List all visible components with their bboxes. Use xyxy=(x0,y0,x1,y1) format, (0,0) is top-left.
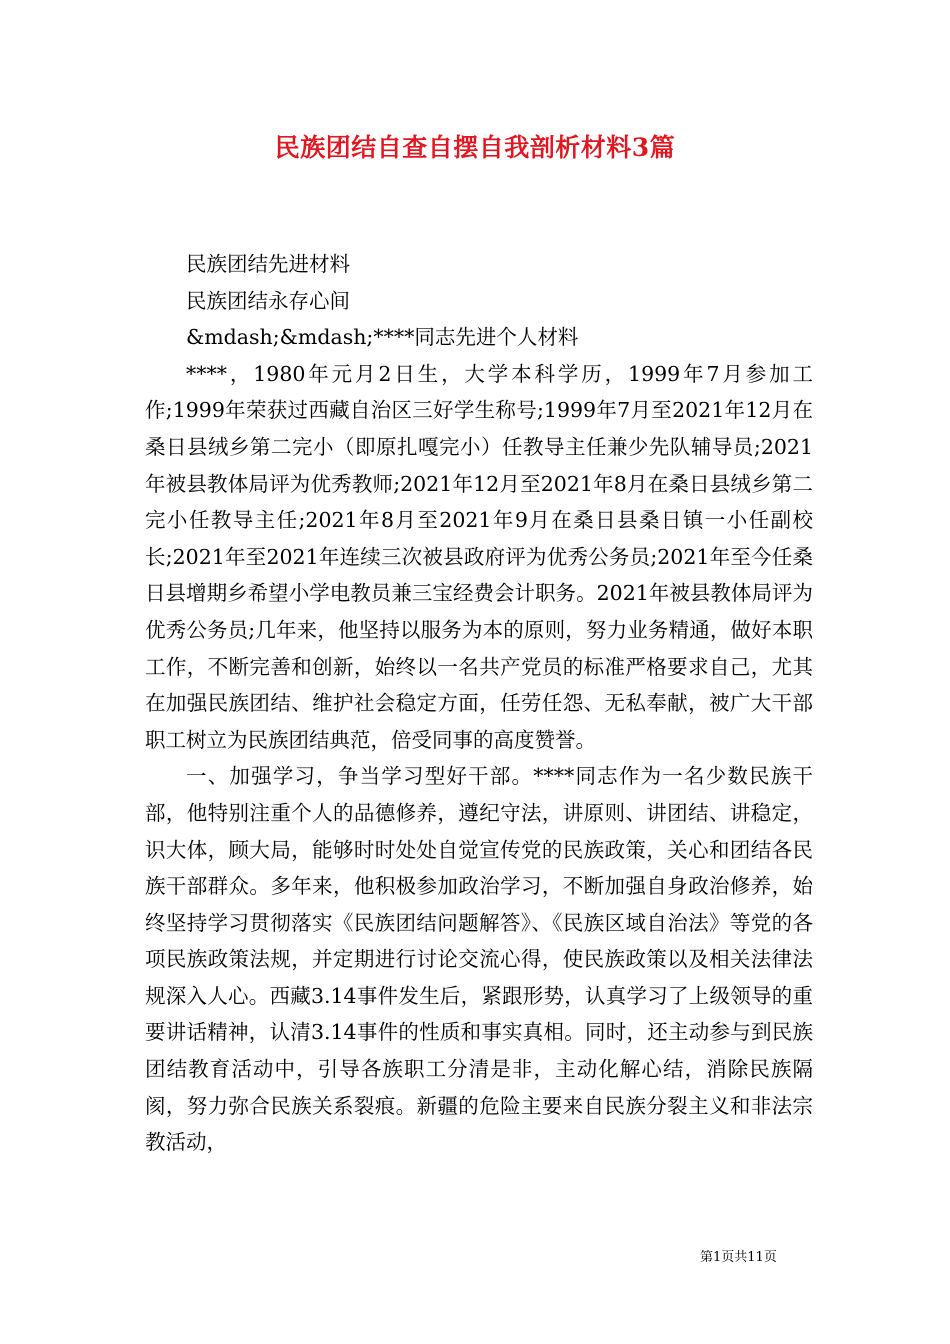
paragraph-heading-1: 民族团结先进材料 xyxy=(186,252,350,276)
paragraph-heading-3: &mdash;&mdash;****同志先进个人材料 xyxy=(186,325,579,350)
paragraph-heading-2: 民族团结永存心间 xyxy=(186,288,350,313)
page-number-footer: 第1页共11页 xyxy=(700,1250,777,1265)
paragraph-bio: ****，1980年元月2日生，大学本科学历，1999年7月参加工作;1999年荣获过西藏自治区三好学生称号;1999年7月至2021年12月在桑日县绒乡第二完小（即原扎嘎完小）任教导主任兼少先队辅导员;2021年被县教体局评为优秀教师;2021年12月至2021年8月在桑日县绒乡第二完小任教导主任;2021年8月至2021年9月在桑日县桑日镇一小任副校长;2021年至2021年连续三次被县政府评为优秀公务员;2021年至今任桑日县增期乡希望小学电教员兼三宝经费会计职务。2021年被县教体局评为优秀公务员;几年来，他坚持以服务为本的原则，努力业务精通，做好本职工作，不断完善和创新，始终以一名共产党员的标准严格要求自己，尤其在加强民族团结、维护社会稳定方面，任劳任怨、无私奉献，被广大干部职工树立为民族团结典范，倍受同事的高度赞誉。 xyxy=(145,361,813,752)
paragraph-section-1: 一、加强学习，争当学习型好干部。****同志作为一名少数民族干部，他特别注重个人的品德修养，遵纪守法，讲原则、讲团结、讲稳定，识大体，顾大局，能够时时处处自觉宣传党的民族政策，关心和团结各民族干部群众。多年来，他积极参加政治学习，不断加强自身政治修养，始终坚持学习贯彻落实《民族团结问题解答》、《民族区域自治法》等党的各项民族政策法规，并定期进行讨论交流心得，使民族政策以及相关法律法规深入人心。西藏3.14事件发生后，紧跟形势，认真学习了上级领导的重要讲话精神，认清3.14事件的性质和事实真相。同时，还主动参与到民族团结教育活动中，引导各族职工分清是非，主动化解心结，消除民族隔阂，努力弥合民族关系裂痕。新疆的危险主要来自民族分裂主义和非法宗教活动， xyxy=(145,764,813,1155)
document-body xyxy=(145,246,813,1161)
document-title: 民族团结自查自摆自我剖析材料3篇 xyxy=(274,133,676,162)
